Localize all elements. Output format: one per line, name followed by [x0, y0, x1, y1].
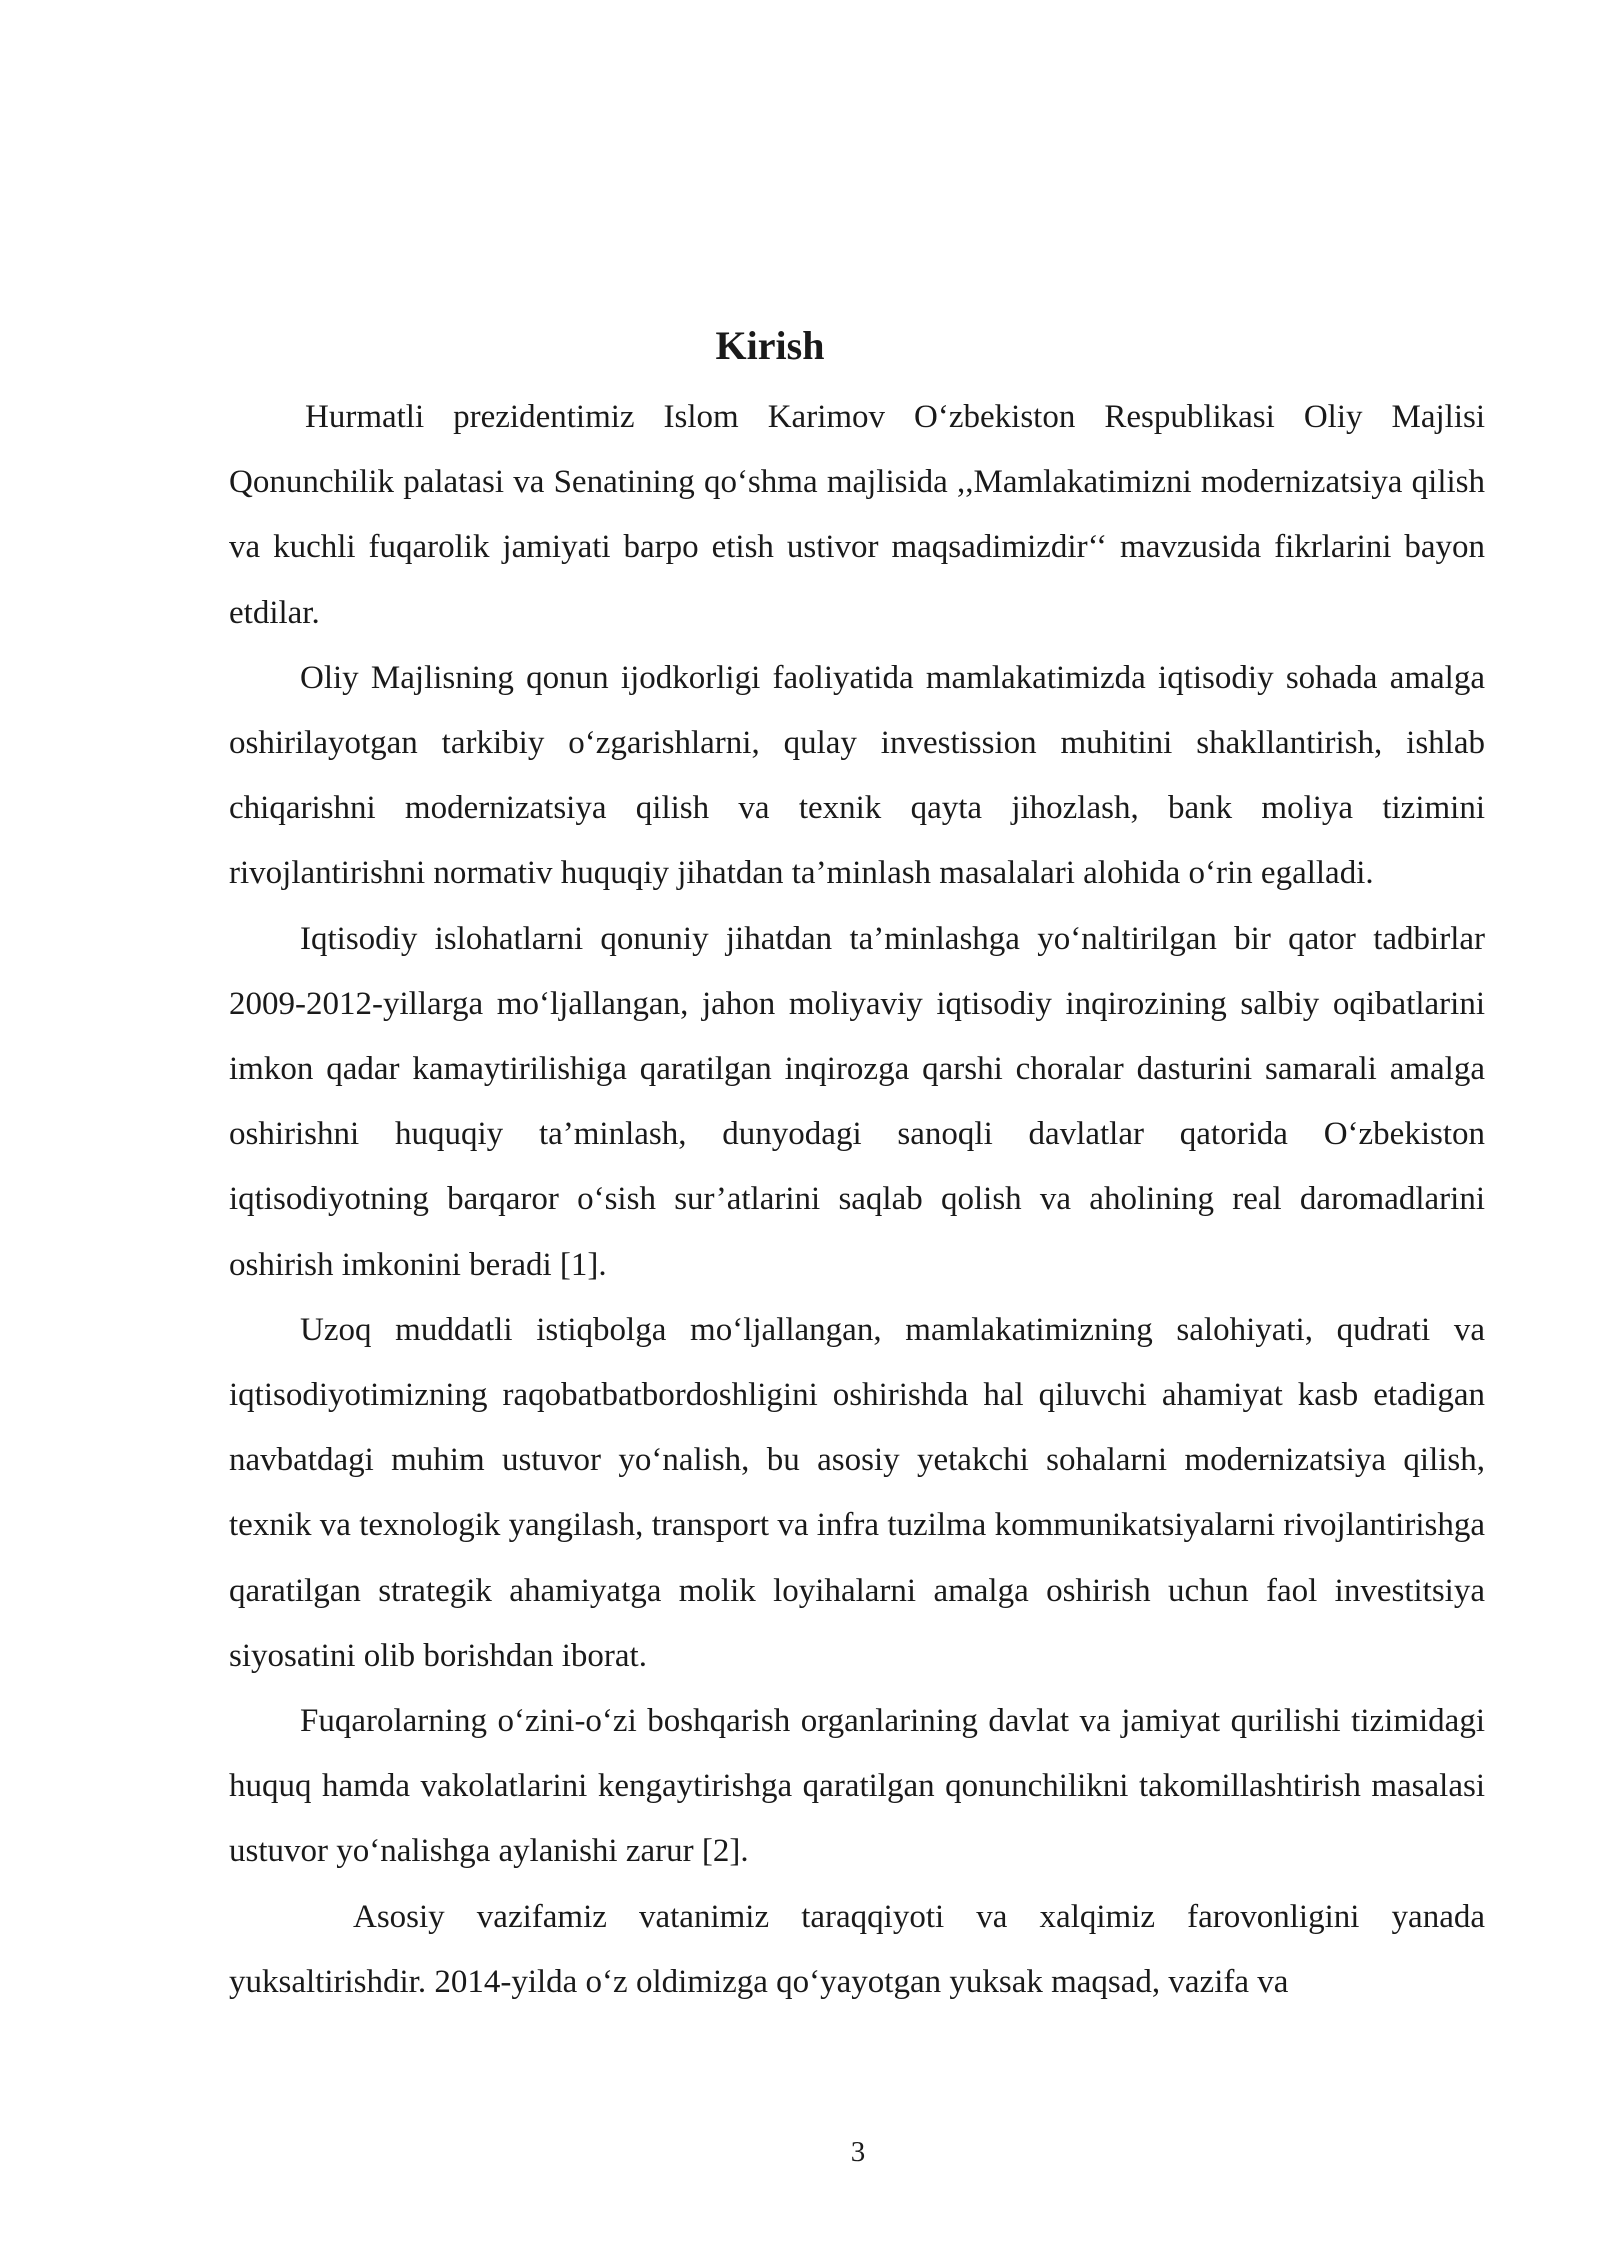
paragraph-1: Hurmatli prezidentimiz Islom Karimov O‘zbekiston Respublikasi Oliy Majlisi Qonunchilik palatasi va Senatining qo‘shma majlisida ,,Mamlakatimizni modernizatsiya qilish va kuchli fuqarolik jamiyati barpo etish ustivor maqsadimizdir‘‘ mavzusida fikrlarini bayon etdilar. — [229, 399, 1485, 631]
body-text — [229, 385, 1485, 2015]
paragraph-2: Oliy Majlisning qonun ijodkorligi faoliyatida mamlakatimizda iqtisodiy sohada amalga oshirilayotgan tarkibiy o‘zgarishlarni, qulay investission muhitini shakllantirish, ishlab chiqarishni modernizatsiya qilish va texnik qayta jihozlash, bank moliya tizimini rivojlantirishni normativ huquqiy jihatdan ta’minlash masalalari alohida o‘rin egalladi. — [229, 659, 1485, 892]
paragraph-4: Uzoq muddatli istiqbolga mo‘ljallangan, mamlakatimizning salohiyati, qudrati va iqtisodiyotimizning raqobatbatbordoshligini oshirishda hal qiluvchi ahamiyat kasb etadigan navbatdagi muhim ustuvor yo‘nalish, bu asosiy yetakchi sohalarni modernizatsiya qilish, texnik va texnologik yangilash, transport va infra tuzilma kommunikatsiyalarni rivojlantirishga qaratilgan strategik ahamiyatga molik loyihalarni amalga oshirish uchun faol investitsiya siyosatini olib borishdan iborat. — [229, 1311, 1485, 1674]
paragraph-6: Asosiy vazifamiz vatanimiz taraqqiyoti va xalqimiz farovonligini yanada yuksaltirishdir. 2014-yilda o‘z oldimizga qo‘yayotgan yuksak maqsad, vazifa va — [229, 1898, 1485, 2000]
paragraph-5: Fuqarolarning o‘zini-o‘zi boshqarish organlarining davlat va jamiyat qurilishi tizimidagi huquq hamda vakolatlarini kengaytirishga qaratilgan qonunchilikni takomillashtirish masalasi ustuvor yo‘nalishga aylanishi zarur [2]. — [229, 1703, 1485, 1870]
page-number: 3 — [850, 2136, 866, 2168]
paragraph-3: Iqtisodiy islohatlarni qonuniy jihatdan ta’minlashga yo‘naltirilgan bir qator tadbirlar 2009-2012-yillarga mo‘ljallangan, jahon moliyaviy iqtisodiy inqirozining salbiy oqibatlarini imkon qadar kamaytirilishiga qaratilgan inqirozga qarshi choralar dasturini samarali amalga oshirishni huquqiy ta’minlash, dunyodagi sanoqli davlatlar qatorida O‘zbekiston iqtisodiyotning barqaror o‘sish sur’atlarini saqlab qolish va aholining real daromadlarini oshirish imkonini beradi [1]. — [229, 920, 1485, 1283]
page-title: Kirish — [715, 323, 825, 368]
